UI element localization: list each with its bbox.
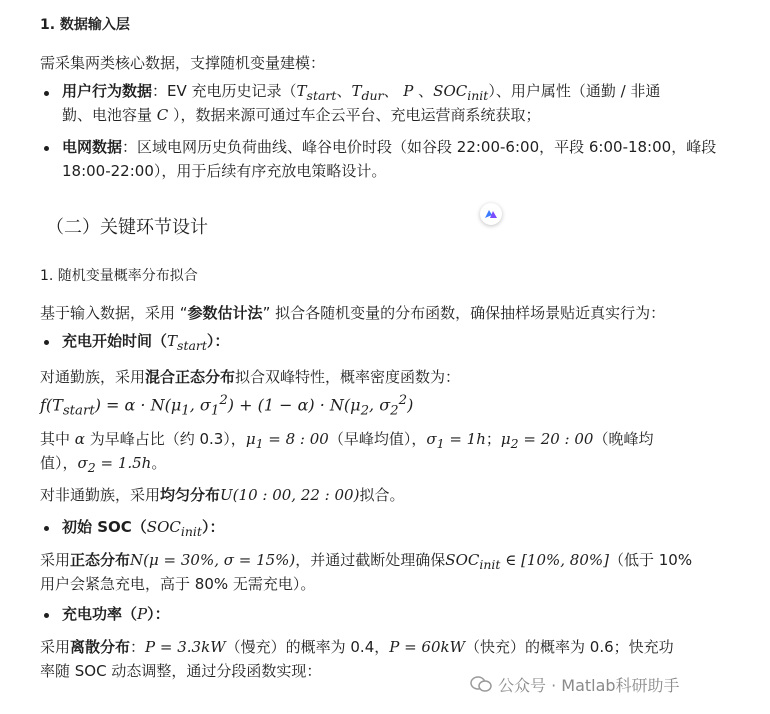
text: ）： [147,605,170,623]
bullet-heading [62,330,229,353]
text: 值）， [40,454,78,472]
math: $T_{dur}$ [351,82,384,103]
text: （早峰均值）， [328,430,427,448]
math: $T_{start}$ [296,82,337,103]
section-heading: 1. 数据输入层 [40,17,130,33]
math: $SOC_{init}$ [433,82,489,103]
bold-text: 正态分布 [70,551,131,569]
bullet [44,340,49,345]
math: U(10 : 00, 22 : 00) [220,486,360,504]
bullet-line [62,80,660,103]
text: 拟合双峰特性，概率密度函数为： [235,368,461,386]
text: ），数据来源可通过车企云平台、充电运营商系统获取； [173,106,541,124]
math: $SOC_{init}$ ∈ [10%, 80%] [445,551,609,572]
paragraph [40,302,665,323]
text: 、 [383,82,399,100]
paragraph [40,549,692,572]
text: ，并通过截断处理确保 [295,551,446,569]
text: ：EV 充电历史记录（ [152,82,297,100]
math: C [152,106,174,124]
bold-text: 混合正态分布 [145,368,236,386]
bold-text: 离散分布 [70,638,131,656]
bullet [44,526,49,531]
watermark: 公众号 · Matlab科研助手 [498,676,680,695]
bullet-line: 18:00-22:00），用于后续有序充放电策略设计。 [62,162,387,180]
text: 充电功率（ [62,605,138,623]
paragraph: 需采集两类核心数据，支撑随机变量建模： [40,54,326,72]
math: P = 3.3kW [145,638,226,656]
math: $\sigma_1 = 1h$ [426,430,486,451]
subsection-heading: 1. 随机变量概率分布拟合 [40,268,198,284]
text: 对非通勤族，采用 [40,486,161,504]
text: （慢充）的概率为 0.4， [225,638,390,656]
text: 对通勤族，采用 [40,368,146,386]
bullet-heading [62,603,170,624]
text: ）： [206,332,230,350]
equation: $f(T_{start}) = \alpha \cdot N(\mu_1$, $\sigma_1^2) + (1 - \alpha) \cdot N(\mu_2$, $\sigma_2^2$) [40,393,414,419]
math: $SOC_{init}$ [146,518,202,539]
text: 采用 [40,638,71,656]
math: P = 60kW [389,638,466,656]
paragraph [40,452,166,475]
text: （晚峰均 [593,430,654,448]
text: 充电开始时间（ [62,332,168,350]
paragraph [40,484,404,505]
wechat-icon [470,675,492,693]
text: 。 [151,454,167,472]
text: 、 [418,82,434,100]
floating-logo-icon[interactable] [480,203,502,225]
bold-text: 参数估计法 [187,304,263,322]
math: $T_{start}$ [167,332,207,353]
bullet-heading [62,516,224,539]
text: ” 拟合各随机变量的分布函数，确保抽样场景贴近真实行为： [262,304,666,322]
text: 拟合。 [359,486,405,504]
math: P [398,82,419,100]
bold-label: 电网数据 [62,138,123,156]
text: 基于输入数据，采用 “ [40,304,188,322]
bold-label: 用户行为数据 [62,82,153,100]
paragraph [40,366,460,387]
math: N(μ = 30%, σ = 15%) [130,551,296,569]
text: 初始 SOC（ [62,518,147,536]
section-title: （二）关键环节设计 [46,217,208,238]
math: $\sigma_2 = 1.5h$ [77,454,152,475]
text: ）： [201,518,225,536]
text: ： [130,638,146,656]
paragraph: 率随 SOC 动态调整，通过分段函数实现： [40,662,322,680]
math: P [137,605,148,623]
text: 其中 [40,430,71,448]
paragraph: 用户会紧急充电，高于 80% 无需充电）。 [40,575,316,593]
math: $\mu_2 = 20$ : 00 [500,430,594,451]
text: 、 [336,82,352,100]
text: （快充）的概率为 0.6；快充功 [465,638,674,656]
bullet [44,146,49,151]
math: α [70,430,90,448]
text: ）、用户属性（通勤 / 非通 [488,82,661,100]
text: 采用 [40,551,71,569]
bullet-line [62,136,716,157]
paragraph [40,636,674,657]
text: 为早峰占比（约 0.3）， [89,430,246,448]
text: （低于 10% [609,551,693,569]
paragraph [40,428,653,451]
bullet [44,91,49,96]
math: $\mu_1 = 8$ : 00 [245,430,329,451]
bullet [44,613,49,618]
text: 勤、电池容量 [62,106,153,124]
text: ：区域电网历史负荷曲线、峰谷电价时段（如谷段 22:00-6:00，平段 6:00-18:00，峰段 [122,138,717,156]
text: ； [485,430,501,448]
bold-text: 均匀分布 [160,486,221,504]
bullet-line [62,104,541,125]
